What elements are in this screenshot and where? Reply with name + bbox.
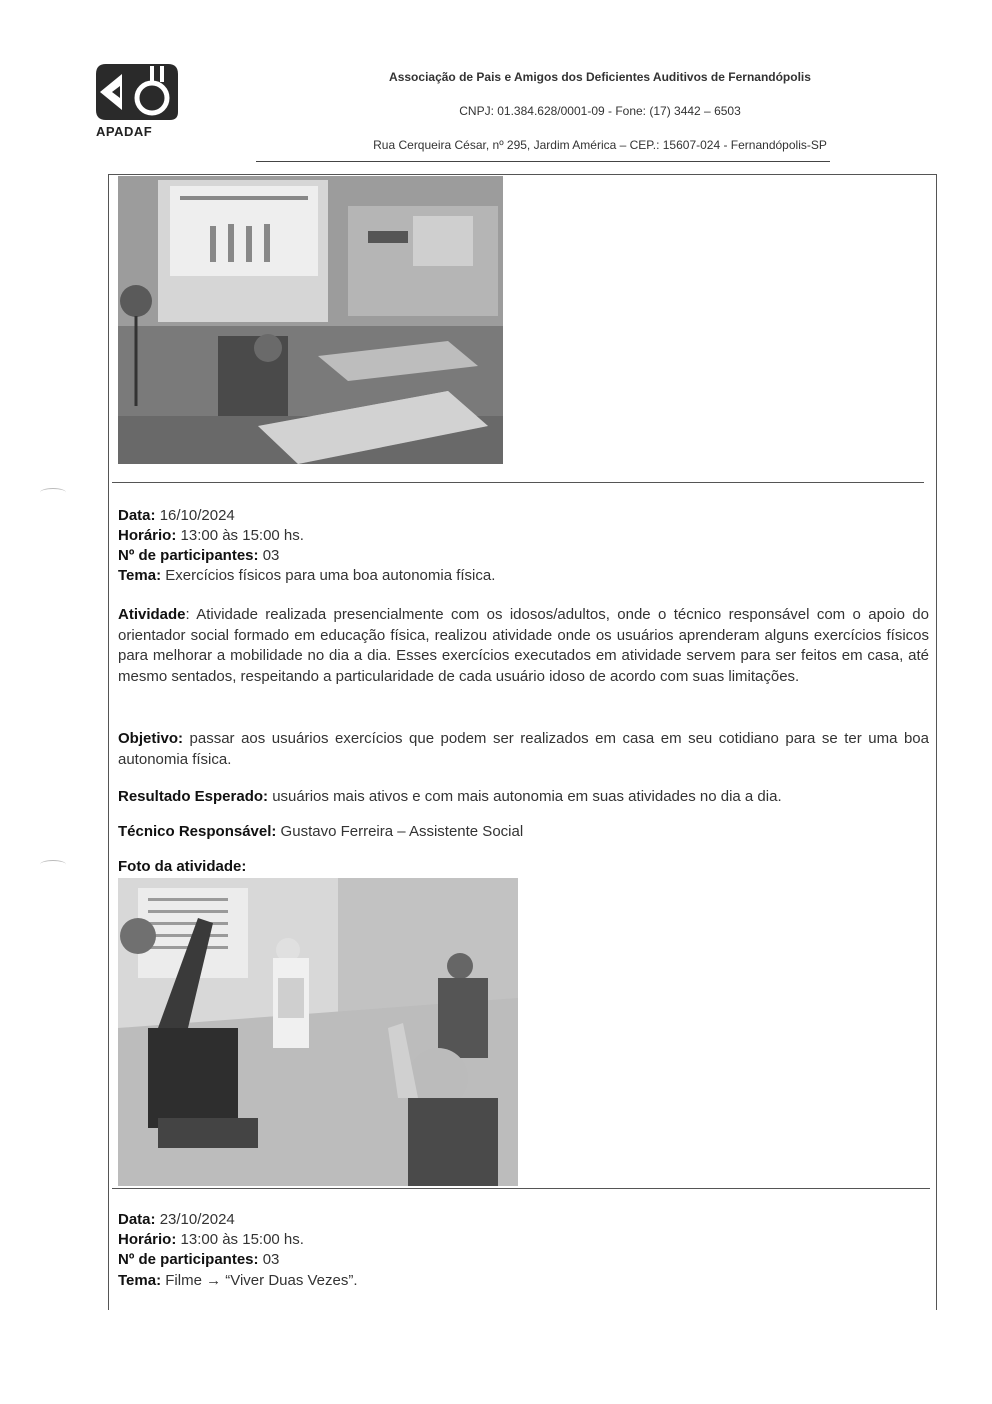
logo-text: APADAF (96, 124, 153, 139)
section-divider (112, 482, 924, 483)
frame-left (108, 174, 109, 1310)
section-divider (112, 1188, 930, 1189)
classroom-photo (118, 176, 503, 464)
frame-right (936, 174, 937, 1310)
entry2-theme: Tema: Filme → “Viver Duas Vezes”. (118, 1272, 358, 1289)
scan-mark (40, 860, 66, 869)
entry1-objective: Objetivo: passar aos usuários exercícios que podem ser realizados em casa em seu cotidiano para se ter uma boa autonomia física. (118, 730, 929, 768)
scan-mark (40, 488, 66, 497)
header-divider (256, 161, 830, 162)
entry1-technician: Técnico Responsável: Gustavo Ferreira – Assistente Social (118, 823, 524, 840)
frame-top (108, 174, 937, 175)
entry2-date: Data: 23/10/2024 (118, 1211, 235, 1228)
entry1-photo-label: Foto da atividade: (118, 858, 247, 875)
entry2-time: Horário: 13:00 às 15:00 hs. (118, 1231, 304, 1248)
entry1-time: Horário: 13:00 às 15:00 hs. (118, 527, 304, 544)
entry1-theme: Tema: Exercícios físicos para uma boa autonomia física. (118, 567, 496, 584)
entry2-participants: Nº de participantes: 03 (118, 1251, 280, 1268)
cnpj-phone: CNPJ: 01.384.628/0001-09 - Fone: (17) 3442 – 6503 (459, 104, 741, 118)
entry1-expected-result: Resultado Esperado: usuários mais ativos e com mais autonomia em suas atividades no dia a dia. (118, 788, 782, 805)
entry1-date: Data: 16/10/2024 (118, 507, 235, 524)
activity-photo (118, 878, 518, 1186)
address: Rua Cerqueira César, nº 295, Jardim América – CEP.: 15607-024 - Fernandópolis-SP (373, 138, 827, 152)
org-name: Associação de Pais e Amigos dos Deficientes Auditivos de Fernandópolis (389, 70, 811, 84)
entry1-participants: Nº de participantes: 03 (118, 547, 280, 564)
entry1-activity: Atividade: Atividade realizada presencialmente com os idosos/adultos, onde o técnico responsável com o apoio do orientador social formado em educação física, realizou atividade onde os usuários aprenderam alguns exercícios físicos para melhorar a mobilidade no dia a dia. Esses exercícios executados em atividade servem para ser feitos em casa, até mesmo sentados, respeitando a particularidade de cada usuário idoso de acordo com suas limitações. (118, 606, 929, 685)
